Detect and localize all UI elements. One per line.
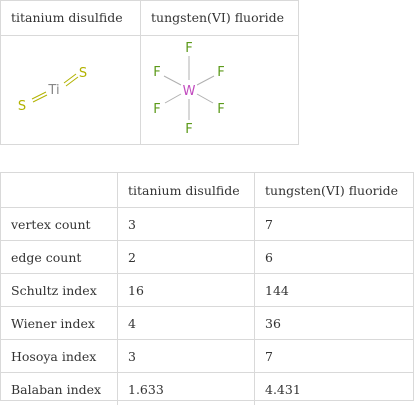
value-cell: 7 bbox=[255, 340, 414, 373]
value-cell: 7 bbox=[255, 208, 414, 241]
atom-f-lower-left: F bbox=[153, 102, 160, 117]
header-cell-titanium-disulfide: titanium disulfide bbox=[118, 173, 255, 208]
titanium-disulfide-structure bbox=[1, 36, 140, 145]
bond-w-f-lower-left bbox=[165, 94, 181, 103]
table-row bbox=[1, 340, 413, 373]
value-cell: 144 bbox=[255, 274, 414, 307]
atom-f-lower-right: F bbox=[217, 102, 224, 117]
structure-header-tungsten-fluoride: tungsten(VI) fluoride bbox=[151, 1, 284, 35]
row-label: vertex count bbox=[1, 208, 118, 241]
bond-w-f-upper-left bbox=[164, 76, 181, 85]
value-cell: 36 bbox=[255, 307, 414, 340]
value-cell: 1.633 bbox=[118, 373, 255, 405]
structure-header-titanium-disulfide: titanium disulfide bbox=[11, 1, 123, 35]
bond-w-f-lower-right bbox=[197, 94, 213, 103]
atom-ti: Ti bbox=[47, 83, 59, 98]
table-row bbox=[1, 373, 413, 405]
header-cell-tungsten-fluoride: tungsten(VI) fluoride bbox=[255, 173, 414, 208]
value-cell: 16 bbox=[118, 274, 255, 307]
table-row bbox=[1, 307, 413, 340]
table-header-row bbox=[1, 173, 413, 208]
bond-ti-s-lower bbox=[32, 92, 47, 102]
structure-table bbox=[0, 0, 299, 145]
atom-f-upper-right: F bbox=[217, 65, 224, 80]
table-row bbox=[1, 241, 413, 274]
bond-ti-s-upper bbox=[64, 74, 78, 86]
properties-table bbox=[0, 172, 414, 401]
row-label: Balaban index bbox=[1, 373, 118, 405]
value-cell: 3 bbox=[118, 208, 255, 241]
bond-w-f-upper-right bbox=[197, 76, 214, 85]
header-cell-empty bbox=[1, 173, 118, 208]
atom-s-lower: S bbox=[18, 99, 26, 114]
atom-s-upper: S bbox=[79, 66, 87, 81]
table-row bbox=[1, 208, 413, 241]
value-cell: 3 bbox=[118, 340, 255, 373]
atom-f-bottom: F bbox=[185, 122, 192, 137]
row-label: Schultz index bbox=[1, 274, 118, 307]
atom-f-upper-left: F bbox=[153, 65, 160, 80]
atom-w: W bbox=[183, 84, 196, 99]
row-label: edge count bbox=[1, 241, 118, 274]
value-cell: 4.431 bbox=[255, 373, 414, 405]
row-label: Wiener index bbox=[1, 307, 118, 340]
table-row bbox=[1, 274, 413, 307]
row-label: Hosoya index bbox=[1, 340, 118, 373]
tungsten-fluoride-structure bbox=[141, 36, 299, 145]
value-cell: 2 bbox=[118, 241, 255, 274]
value-cell: 4 bbox=[118, 307, 255, 340]
value-cell: 6 bbox=[255, 241, 414, 274]
atom-f-top: F bbox=[185, 41, 192, 56]
